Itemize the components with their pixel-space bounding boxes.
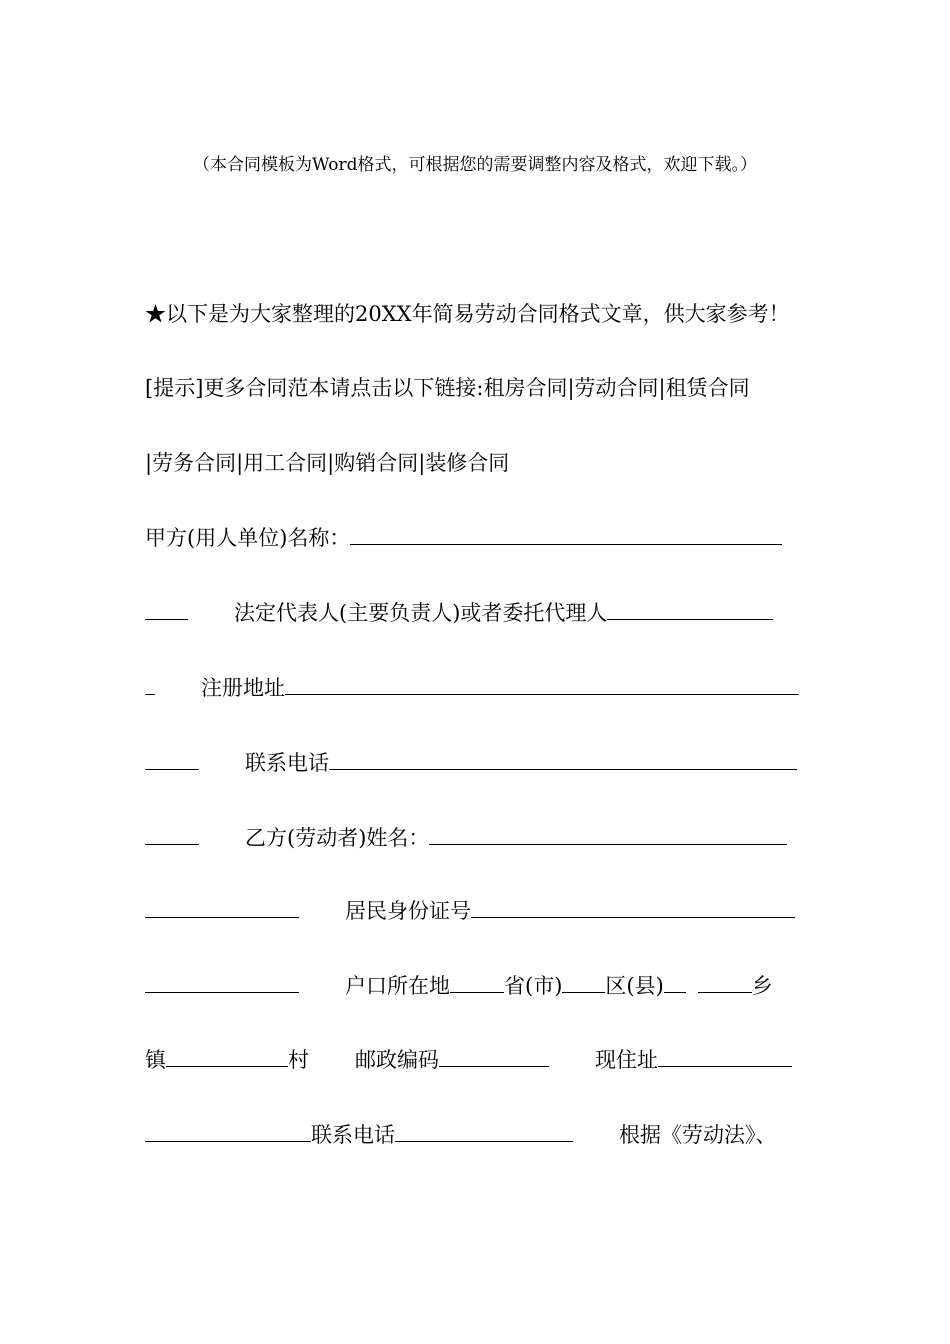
tip-line-2 bbox=[145, 449, 805, 477]
template-note: （本合同模板为Word格式，可根据您的需要调整内容及格式，欢迎下载。） bbox=[192, 155, 758, 175]
party-b-blank[interactable] bbox=[429, 826, 787, 845]
hukou-line bbox=[145, 972, 805, 1000]
link-purchase[interactable]: 购销合同 bbox=[334, 451, 419, 475]
postcode-label: 邮政编码 bbox=[355, 1048, 439, 1072]
link-labor[interactable]: 劳动合同 bbox=[574, 376, 659, 400]
party-a-label: 甲方(用人单位)名称： bbox=[145, 526, 351, 550]
township-label-a: 乡 bbox=[751, 974, 773, 998]
postcode-blank[interactable] bbox=[439, 1048, 549, 1067]
blank[interactable] bbox=[145, 751, 199, 770]
link-rent[interactable]: 租房合同 bbox=[483, 376, 568, 400]
party-a-line bbox=[145, 524, 805, 552]
link-decoration[interactable]: 装修合同 bbox=[425, 451, 510, 475]
province-blank[interactable] bbox=[450, 974, 504, 993]
intro-line: ★以下是为大家整理的20XX年简易劳动合同格式文章，供大家参考！ bbox=[145, 302, 790, 326]
party-b-label: 乙方(劳动者)姓名： bbox=[245, 826, 430, 850]
separator: | bbox=[567, 376, 575, 400]
link-lease[interactable]: 租赁合同 bbox=[665, 376, 750, 400]
hukou-label: 户口所在地 bbox=[345, 974, 450, 998]
blank[interactable] bbox=[145, 974, 299, 993]
separator: | bbox=[658, 376, 666, 400]
separator: | bbox=[418, 451, 426, 475]
id-number-label: 居民身份证号 bbox=[345, 899, 471, 923]
village-blank[interactable] bbox=[166, 1048, 288, 1067]
township-blank[interactable] bbox=[698, 974, 752, 993]
current-address-label: 现住址 bbox=[595, 1048, 658, 1072]
phone-b-line bbox=[145, 1121, 805, 1149]
township-label-b: 镇 bbox=[145, 1048, 166, 1072]
district-blank[interactable] bbox=[562, 974, 605, 993]
current-address-blank[interactable] bbox=[658, 1048, 792, 1067]
separator: | bbox=[236, 451, 244, 475]
blank[interactable] bbox=[145, 826, 199, 845]
district-label: 区(县) bbox=[605, 974, 664, 998]
party-a-blank[interactable] bbox=[350, 526, 782, 545]
link-employment[interactable]: 用工合同 bbox=[243, 451, 328, 475]
phone-b-blank[interactable] bbox=[395, 1123, 573, 1142]
blank[interactable] bbox=[145, 899, 299, 918]
id-number-line bbox=[145, 897, 805, 925]
tip-line-1 bbox=[145, 374, 805, 402]
separator: | bbox=[145, 451, 153, 475]
blank[interactable] bbox=[145, 601, 188, 620]
village-line bbox=[145, 1046, 805, 1074]
blank[interactable] bbox=[145, 1123, 311, 1142]
link-service[interactable]: 劳务合同 bbox=[152, 451, 237, 475]
legal-rep-label: 法定代表人(主要负责人)或者委托代理人 bbox=[234, 601, 608, 625]
legal-rep-blank[interactable] bbox=[607, 601, 773, 620]
according-label: 根据《劳动法》、 bbox=[619, 1123, 777, 1147]
id-number-blank[interactable] bbox=[471, 899, 795, 918]
blank[interactable] bbox=[145, 676, 155, 695]
party-b-line bbox=[145, 824, 805, 852]
reg-address-line bbox=[145, 674, 805, 702]
blank[interactable] bbox=[664, 974, 686, 993]
phone-a-line bbox=[145, 749, 805, 777]
phone-b-label: 联系电话 bbox=[311, 1123, 395, 1147]
reg-address-blank[interactable] bbox=[285, 676, 799, 695]
tip-prefix: [提示]更多合同范本请点击以下链接: bbox=[145, 376, 484, 400]
province-label: 省(市) bbox=[504, 974, 563, 998]
phone-a-label: 联系电话 bbox=[245, 751, 329, 775]
phone-a-blank[interactable] bbox=[329, 751, 797, 770]
separator: | bbox=[327, 451, 335, 475]
village-label: 村 bbox=[288, 1048, 309, 1072]
legal-rep-line bbox=[145, 599, 805, 627]
reg-address-label: 注册地址 bbox=[201, 676, 285, 700]
